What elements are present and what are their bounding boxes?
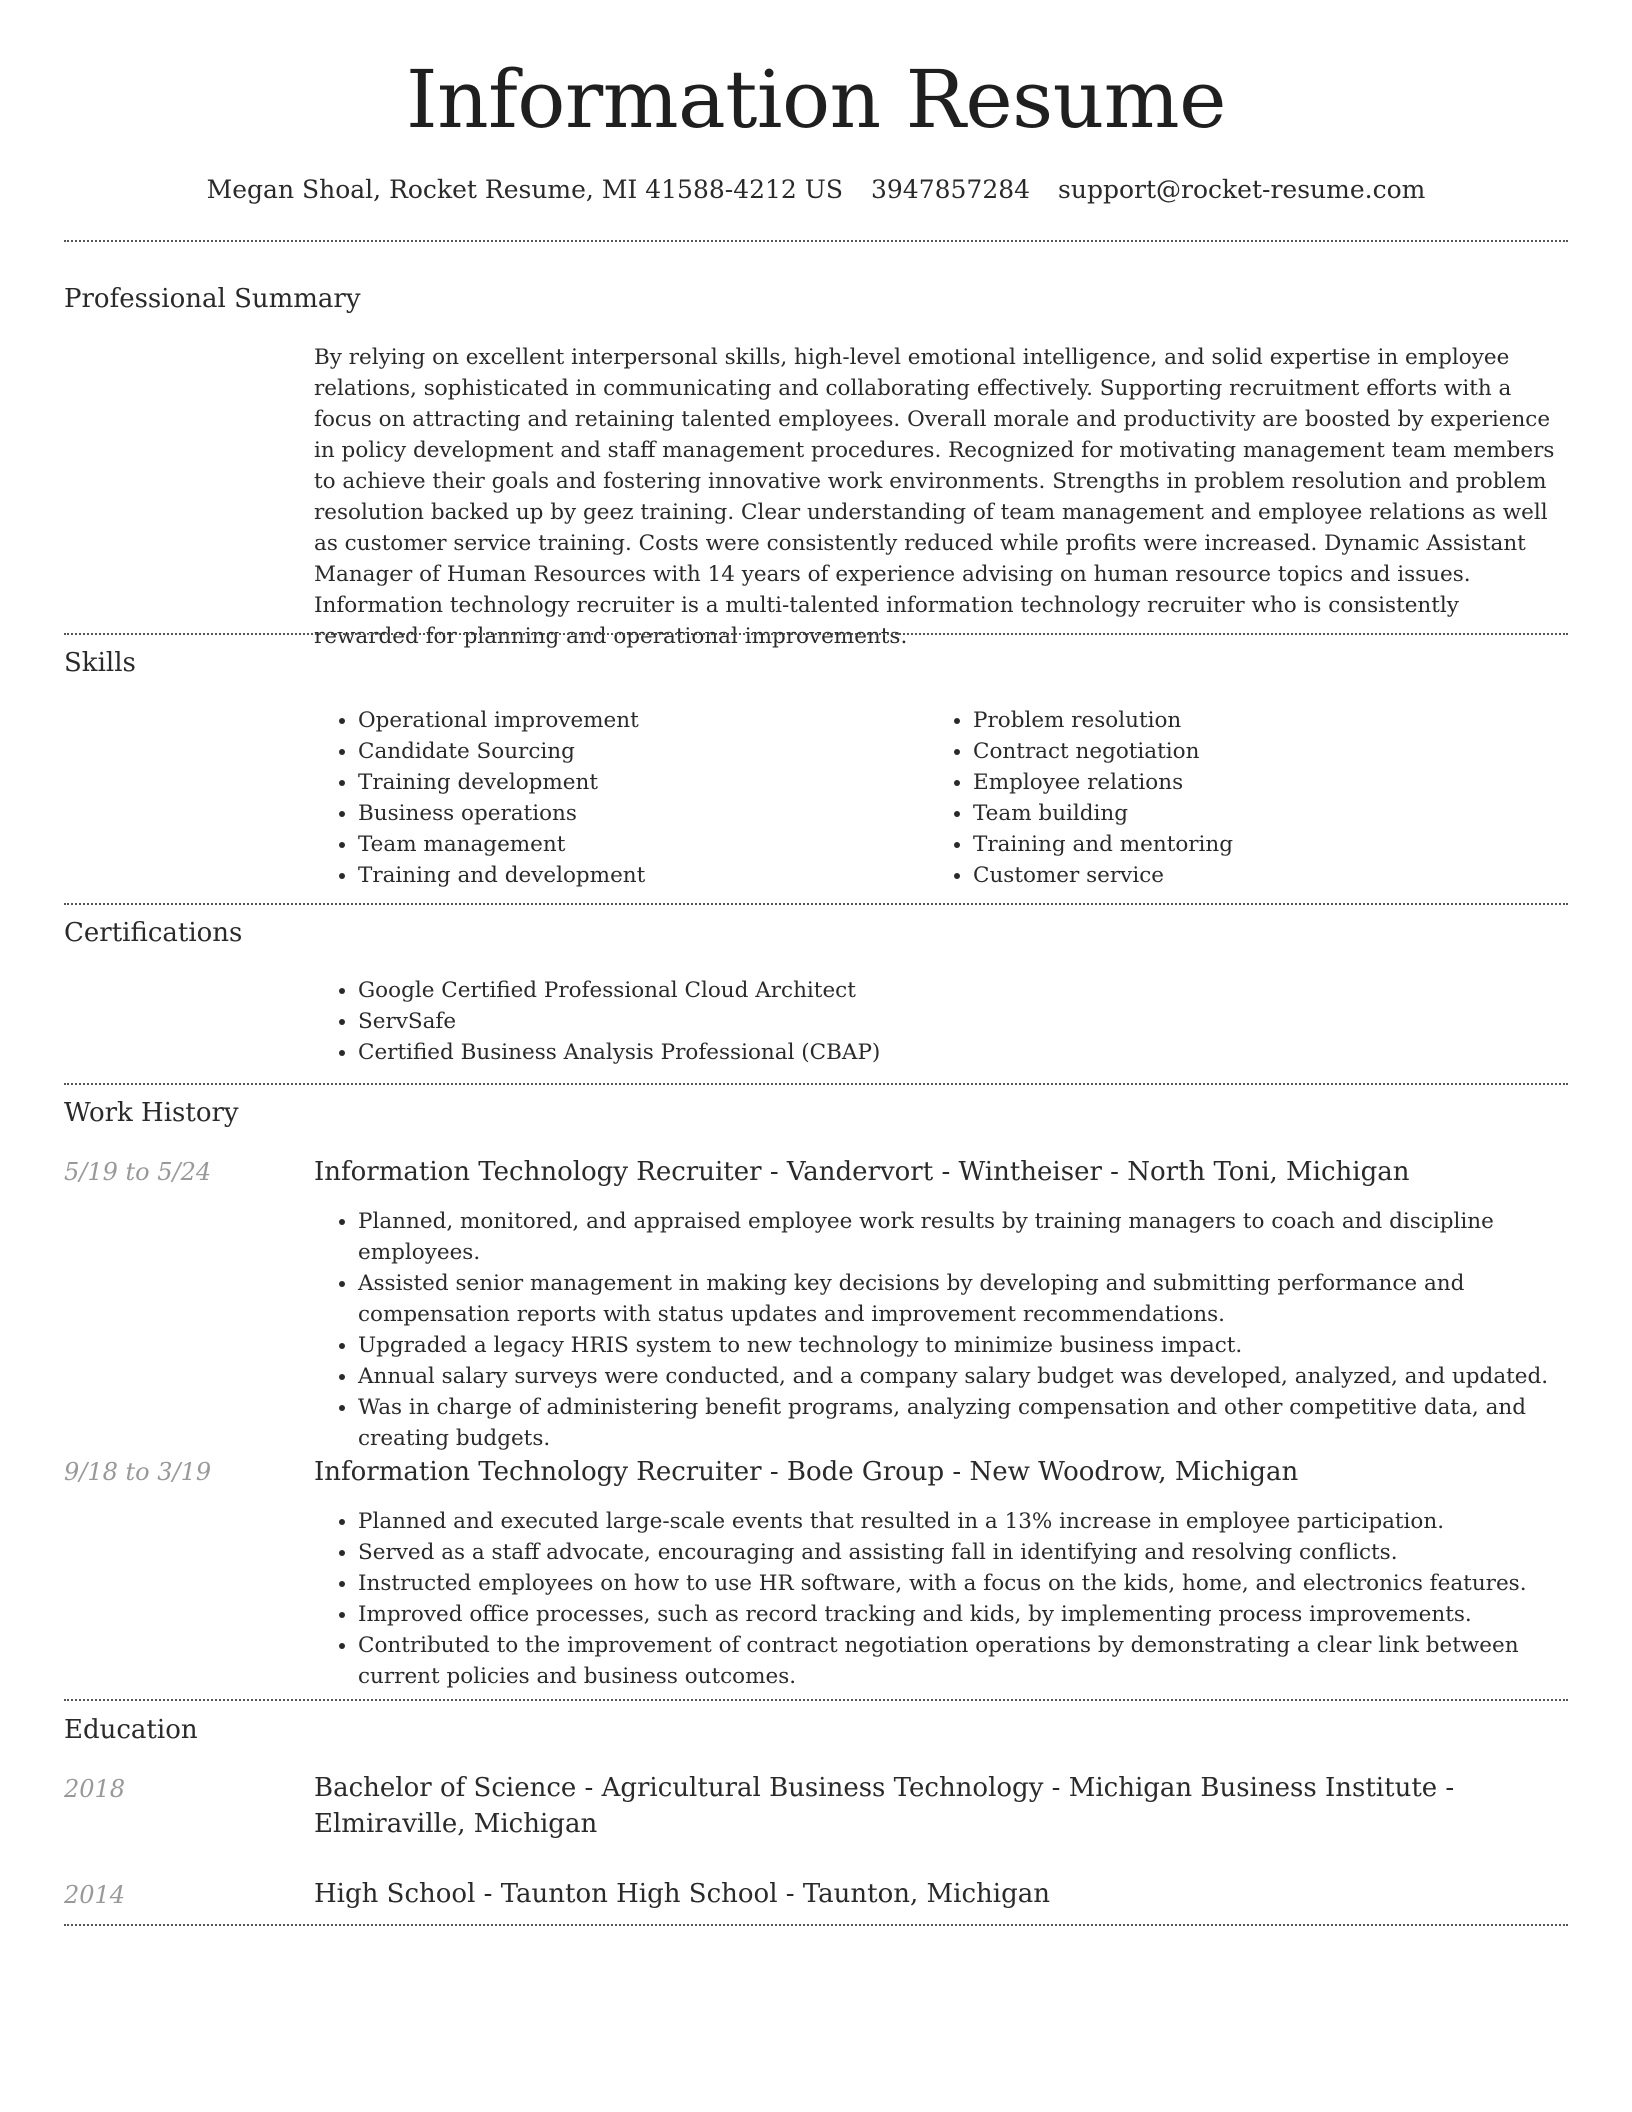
certification-item: • Certified Business Analysis Professional (CBAP) bbox=[358, 1037, 1314, 1068]
job-bullet: • Served as a staff advocate, encouraging and assisting fall in identifying and resolving conflicts. bbox=[358, 1537, 1570, 1568]
resume-title: Information Resume bbox=[406, 53, 1226, 146]
skills-list-right bbox=[929, 705, 1549, 891]
job-title: Information Technology Recruiter - Bode Group - New Woodrow, Michigan bbox=[314, 1457, 1299, 1487]
job-bullet: • Improved office processes, such as record tracking and kids, by implementing process improvements. bbox=[358, 1599, 1570, 1630]
skill-item: • Team building bbox=[973, 798, 1549, 829]
skills-list-left bbox=[314, 705, 914, 891]
skill-item: • Operational improvement bbox=[358, 705, 914, 736]
job-bullet: • Annual salary surveys were conducted, and a company salary budget was developed, analyzed, and updated. bbox=[358, 1361, 1570, 1392]
job-bullet: • Was in charge of administering benefit programs, analyzing compensation and other competitive data, and creating budgets. bbox=[358, 1392, 1570, 1454]
job-bullet: • Upgraded a legacy HRIS system to new technology to minimize business impact. bbox=[358, 1330, 1570, 1361]
certification-item: • ServSafe bbox=[358, 1006, 1314, 1037]
job-bullets bbox=[314, 1206, 1570, 1454]
skill-item: • Training development bbox=[358, 767, 914, 798]
skill-item: • Candidate Sourcing bbox=[358, 736, 914, 767]
job-date: 9/18 to 3/19 bbox=[64, 1458, 212, 1486]
job-title: Information Technology Recruiter - Vandervort - Wintheiser - North Toni, Michigan bbox=[314, 1157, 1410, 1187]
job-bullets bbox=[314, 1506, 1570, 1692]
divider bbox=[64, 1924, 1568, 1926]
contact-line bbox=[0, 172, 1632, 208]
summary-text: By relying on excellent interpersonal skills, high-level emotional intelligence, and solid expertise in employee relations, sophisticated in communicating and collaborating effectively. Supporting recruitment efforts with a focus on attracting and retaining talented employees. Overall morale and productivity are boosted by experience in policy development and staff management procedures. Recognized for motivating management team members to achieve their goals and fostering innovative work environments. Strengths in problem resolution and problem resolution backed up by geez training. Clear understanding of team management and employee relations as well as customer service training. Costs were consistently reduced while profits were increased. Dynamic Assistant Manager of Human Resources with 14 years of experience advising on human resource topics and issues. Information technology recruiter is a multi-talented information technology recruiter who is consistently rewarded for planning and operational improvements. bbox=[314, 345, 1555, 649]
divider bbox=[64, 633, 1568, 635]
phone: 3947857284 bbox=[870, 175, 1031, 204]
education-date: 2018 bbox=[64, 1775, 126, 1803]
skill-item: • Problem resolution bbox=[973, 705, 1549, 736]
divider bbox=[64, 1699, 1568, 1701]
skill-item: • Training and mentoring bbox=[973, 829, 1549, 860]
education-date: 2014 bbox=[64, 1881, 126, 1909]
section-heading-education: Education bbox=[64, 1715, 198, 1745]
skill-item: • Customer service bbox=[973, 860, 1549, 891]
divider bbox=[64, 1083, 1568, 1085]
skill-item: • Training and development bbox=[358, 860, 914, 891]
certification-item: • Google Certified Professional Cloud Architect bbox=[358, 975, 1314, 1006]
job-bullet: • Planned and executed large-scale events that resulted in a 13% increase in employee participation. bbox=[358, 1506, 1570, 1537]
email: support@rocket-resume.com bbox=[1058, 175, 1426, 204]
job-bullet: • Assisted senior management in making key decisions by developing and submitting performance and compensation reports with status updates and improvement recommendations. bbox=[358, 1268, 1570, 1330]
job-bullet: • Planned, monitored, and appraised employee work results by training managers to coach and discipline employees. bbox=[358, 1206, 1570, 1268]
education-title: Bachelor of Science - Agricultural Business Technology - Michigan Business Institute - Elmiraville, Michigan bbox=[314, 1773, 1455, 1839]
job-date: 5/19 to 5/24 bbox=[64, 1158, 212, 1186]
divider bbox=[64, 240, 1568, 242]
job-bullet: • Instructed employees on how to use HR software, with a focus on the kids, home, and electronics features. bbox=[358, 1568, 1570, 1599]
skill-item: • Contract negotiation bbox=[973, 736, 1549, 767]
section-heading-certifications: Certifications bbox=[64, 918, 243, 948]
certifications-list bbox=[314, 975, 1314, 1068]
skill-item: • Team management bbox=[358, 829, 914, 860]
skill-item: • Employee relations bbox=[973, 767, 1549, 798]
skill-item: • Business operations bbox=[358, 798, 914, 829]
section-heading-skills: Skills bbox=[64, 648, 136, 678]
education-title: High School - Taunton High School - Taunton, Michigan bbox=[314, 1879, 1050, 1909]
job-bullet: • Contributed to the improvement of contract negotiation operations by demonstrating a clear link between current policies and business outcomes. bbox=[358, 1630, 1570, 1692]
section-heading-work: Work History bbox=[64, 1098, 239, 1128]
address: Megan Shoal, Rocket Resume, MI 41588-4212 US bbox=[206, 175, 843, 204]
section-heading-summary: Professional Summary bbox=[64, 284, 361, 314]
divider bbox=[64, 903, 1568, 905]
